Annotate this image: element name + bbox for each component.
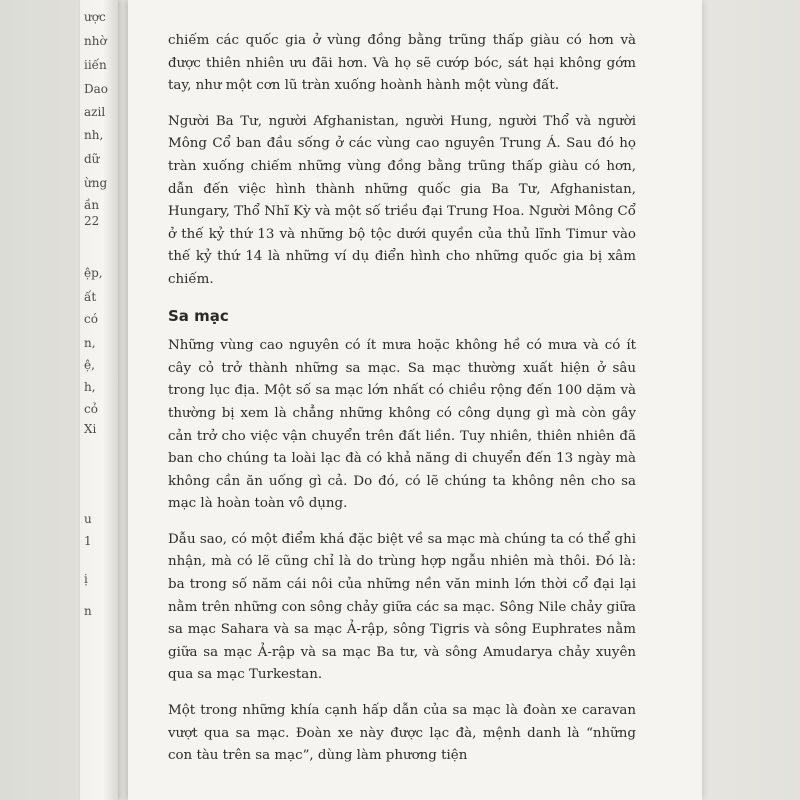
prev-fragment: h,: [84, 380, 96, 394]
prev-fragment: n,: [84, 336, 96, 350]
prev-fragment: u: [84, 512, 92, 526]
prev-fragment: ệp,: [84, 266, 103, 280]
prev-fragment: ừng: [84, 176, 108, 190]
prev-fragment: nh,: [84, 128, 104, 142]
prev-fragment: iiến: [84, 58, 107, 72]
prev-fragment: cỏ: [84, 402, 98, 416]
paragraph-2: Người Ba Tư, người Afghanistan, người Hung, người Thổ và người Mông Cổ ban đầu sống ở các vùng cao nguyên Trung Á. Sau đó họ tràn xuống chiếm những vùng đồng bằng trũng thấp giàu có hơn, dẫn đến việc hình thành những quốc gia Ba Tư, Afghanistan, Hungary, Thổ Nhĩ Kỳ và một số triều đại Trung Hoa. Người Mông Cổ ở thế kỷ thứ 13 và những bộ tộc dưới quyền của thủ lĩnh Timur vào thế kỷ thứ 14 là những ví dụ điển hình cho những quốc gia bị xâm chiếm.: [168, 113, 636, 287]
prev-fragment: có: [84, 312, 98, 326]
paragraph-4: Dẫu sao, có một điểm khá đặc biệt về sa mạc mà chúng ta có thể ghi nhận, mà có lẽ cũng chỉ là do trùng hợp ngẫu nhiên mà thôi. Đó là: ba trong số năm cái nôi của những nền văn minh lớn thời cổ đại lại nằm trên những con sông chảy giữa các sa mạc. Sông Nile chảy giữa sa mạc Sahara và sa mạc Ả-rập, sông Tigris và sông Euphrates nằm giữa sa mạc Ả-rập và sa mạc Ba tư, và sông Amudarya chảy xuyên qua sa mạc Turkestan.: [168, 531, 636, 683]
page-body: [168, 30, 636, 781]
paragraph-3: Những vùng cao nguyên có ít mưa hoặc không hề có mưa và có ít cây cỏ trở thành những sa mạc. Sa mạc thường xuất hiện ở sâu trong lục địa. Một số sa mạc lớn nhất có chiều rộng đến 100 dặm và thường bị xem là chẳng những không có công dụng gì mà còn gây cản trở cho việc vận chuyển trên đất liền. Tuy nhiên, thiên nhiên đã ban cho chúng ta loài lạc đà có khả năng di chuyển đến 13 ngày mà không cần ăn uống gì cả. Do đó, có lẽ chúng ta không nên cho sa mạc là hoàn toàn vô dụng.: [168, 338, 636, 512]
prev-fragment: ất: [84, 290, 97, 304]
prev-fragment: n: [84, 604, 92, 618]
prev-fragment: ược: [84, 10, 106, 24]
section-heading: Sa mạc: [168, 306, 229, 325]
prev-fragment: ị: [84, 572, 88, 586]
prev-fragment: nhờ: [84, 34, 107, 48]
prev-fragment: ệ,: [84, 358, 95, 372]
paragraph-1: chiếm các quốc gia ở vùng đồng bằng trũng thấp giàu có hơn và được thiên nhiên ưu đãi hơn. Và họ sẽ cướp bóc, sát hại không gớm tay, như một cơn lũ tràn xuống hoành hành một vùng đất.: [168, 33, 636, 94]
previous-page-edge: [80, 0, 118, 800]
prev-fragment: 22: [84, 214, 100, 228]
prev-fragment: dữ: [84, 152, 100, 166]
prev-fragment: azil: [84, 105, 106, 119]
prev-fragment: Xi: [84, 422, 97, 436]
prev-fragment: ần: [84, 198, 100, 212]
book-page: [128, 0, 702, 800]
prev-fragment: 1: [84, 534, 92, 548]
paragraph-5: Một trong những khía cạnh hấp dẫn của sa mạc là đoàn xe caravan vượt qua sa mạc. Đoàn xe này được lạc đà, mệnh danh là “những con tàu trên sa mạc”, dùng làm phương tiện: [168, 703, 636, 764]
prev-fragment: Dao: [84, 82, 108, 96]
